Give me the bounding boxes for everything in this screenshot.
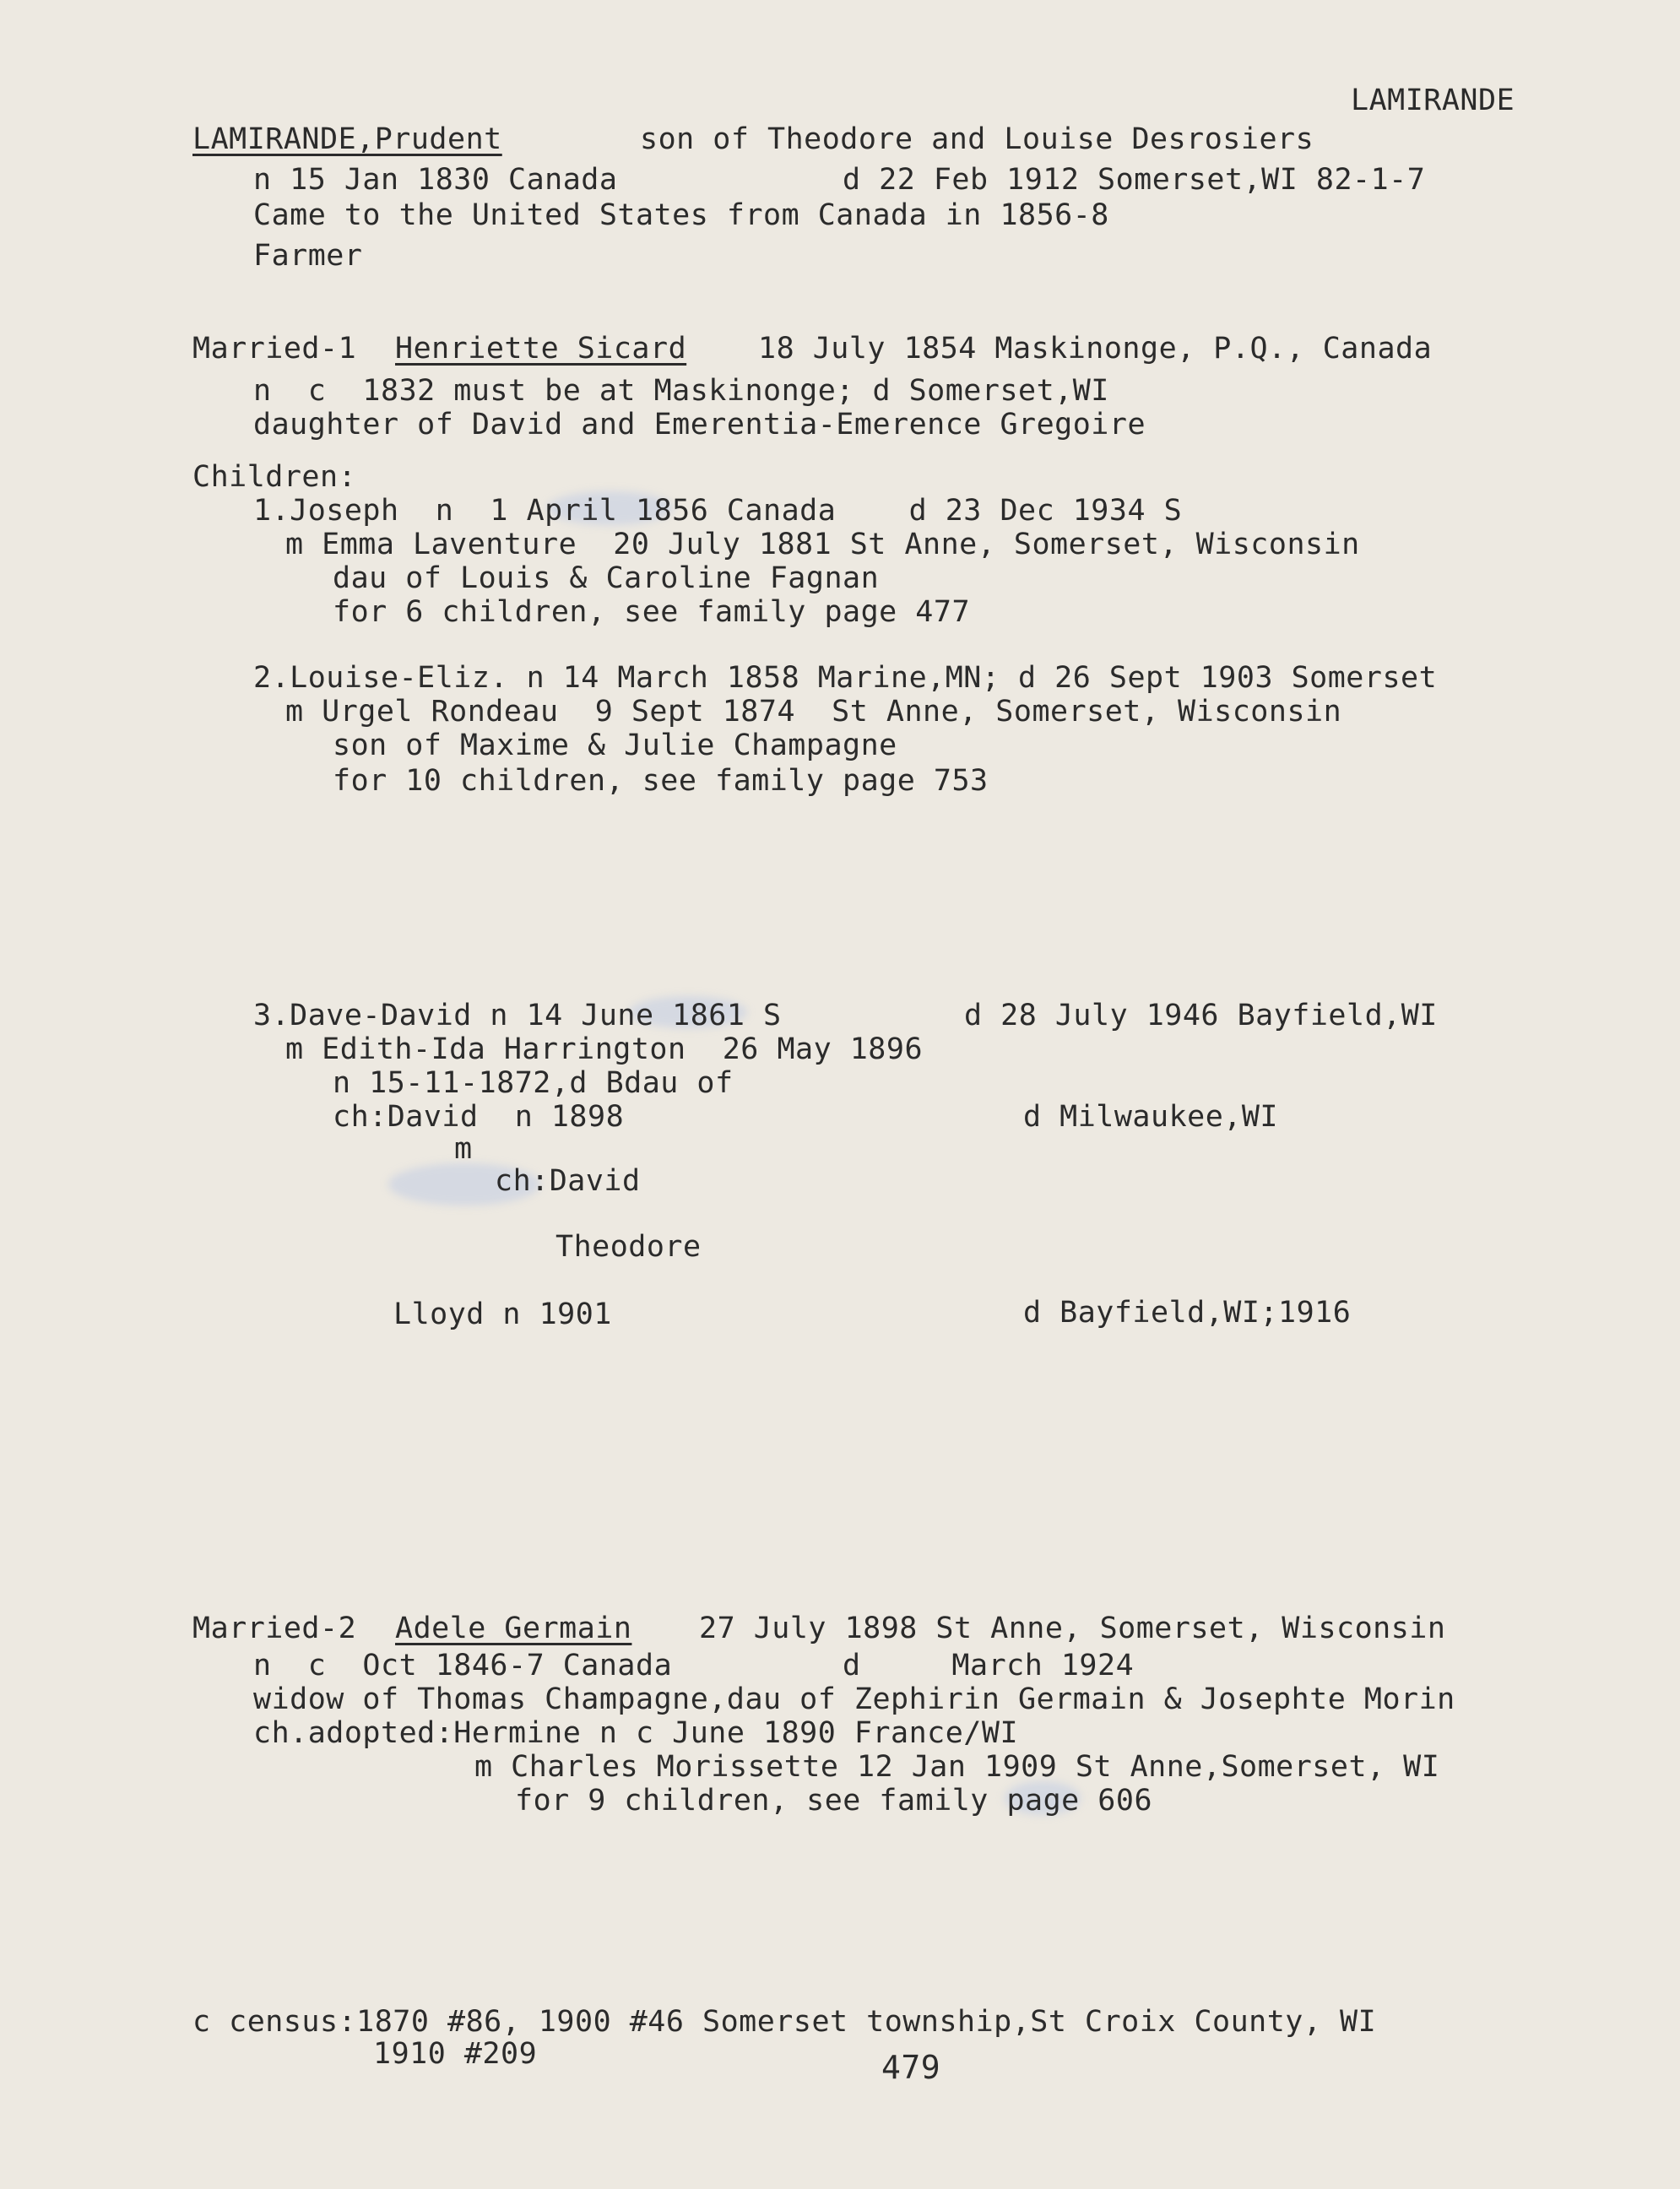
- child2-family-ref: for 10 children, see family page 753: [333, 764, 989, 798]
- child1-line1: 1.Joseph n 1 April 1856 Canada d 23 Dec 1934 S: [253, 494, 1183, 528]
- child2-marriage: m Urgel Rondeau 9 Sept 1874 St Anne, Somerset, Wisconsin: [285, 695, 1342, 729]
- marriage2-widow: widow of Thomas Champagne,dau of Zephirin Germain & Josephte Morin: [253, 1682, 1455, 1716]
- page-header-surname: LAMIRANDE: [1351, 84, 1515, 117]
- marriage1-details: 18 July 1854 Maskinonge, P.Q., Canada: [758, 332, 1433, 366]
- grandchild-david-death: d Milwaukee,WI: [1023, 1100, 1279, 1134]
- child1-spouse-parents: dau of Louis & Caroline Fagnan: [333, 561, 880, 595]
- child1-marriage: m Emma Laventure 20 July 1881 St Anne, Somerset, Wisconsin: [285, 528, 1360, 561]
- child3-spouse-birth: n 15-11-1872,d Bdau of: [333, 1066, 734, 1100]
- marriage1-spouse: Henriette Sicard: [395, 332, 687, 366]
- subject-birth: n 15 Jan 1830 Canada: [253, 163, 618, 197]
- child2-line1: 2.Louise-Eliz. n 14 March 1858 Marine,MN; d 26 Sept 1903 Somerset: [253, 661, 1438, 695]
- marriage2-adopted-child: ch.adopted:Hermine n c June 1890 France/WI: [253, 1716, 1019, 1750]
- child2-spouse-parents: son of Maxime & Julie Champagne: [333, 729, 897, 762]
- grandchild-david: ch:David n 1898: [333, 1100, 625, 1134]
- marriage2-label: Married-2: [192, 1612, 357, 1645]
- marriage1-label: Married-1: [192, 332, 357, 366]
- marriage1-birth: n c 1832 must be at Maskinonge; d Somerset,WI: [253, 374, 1109, 408]
- census-line1: c census:1870 #86, 1900 #46 Somerset township,St Croix County, WI: [192, 2005, 1377, 2039]
- great-grandchild-david: ch:David: [495, 1164, 641, 1198]
- subject-parents: son of Theodore and Louise Desrosiers: [640, 122, 1314, 156]
- marriage2-spouse: Adele Germain: [395, 1612, 632, 1645]
- child1-family-ref: for 6 children, see family page 477: [333, 595, 971, 629]
- great-grandchild-theodore: Theodore: [555, 1230, 702, 1264]
- subject-immigration: Came to the United States from Canada in 1856-8: [253, 198, 1109, 232]
- grandchild-david-marriage: m: [454, 1132, 473, 1166]
- marriage1-parents: daughter of David and Emerentia-Emerence Gregoire: [253, 408, 1146, 442]
- marriage2-death: d March 1924: [843, 1649, 1135, 1682]
- adopted-child-family-ref: for 9 children, see family page 606: [515, 1784, 1153, 1818]
- children-heading: Children:: [192, 460, 357, 494]
- grandchild-lloyd-death: d Bayfield,WI;1916: [1023, 1296, 1352, 1330]
- marriage2-details: 27 July 1898 St Anne, Somerset, Wisconsin: [699, 1612, 1446, 1645]
- grandchild-lloyd: Lloyd n 1901: [393, 1298, 612, 1331]
- child3-marriage: m Edith-Ida Harrington 26 May 1896: [285, 1032, 924, 1066]
- child3-death: d 28 July 1946 Bayfield,WI: [964, 999, 1438, 1032]
- subject-occupation: Farmer: [253, 239, 363, 273]
- child3-line1: 3.Dave-David n 14 June 1861 S: [253, 999, 782, 1032]
- page-number: 479: [881, 2049, 941, 2086]
- census-line2: 1910 #209: [373, 2037, 538, 2071]
- adopted-child-marriage: m Charles Morissette 12 Jan 1909 St Anne,Somerset, WI: [474, 1750, 1440, 1784]
- subject-death: d 22 Feb 1912 Somerset,WI 82-1-7: [843, 163, 1426, 197]
- subject-name: LAMIRANDE,Prudent: [192, 122, 502, 156]
- marriage2-birth: n c Oct 1846-7 Canada: [253, 1649, 673, 1682]
